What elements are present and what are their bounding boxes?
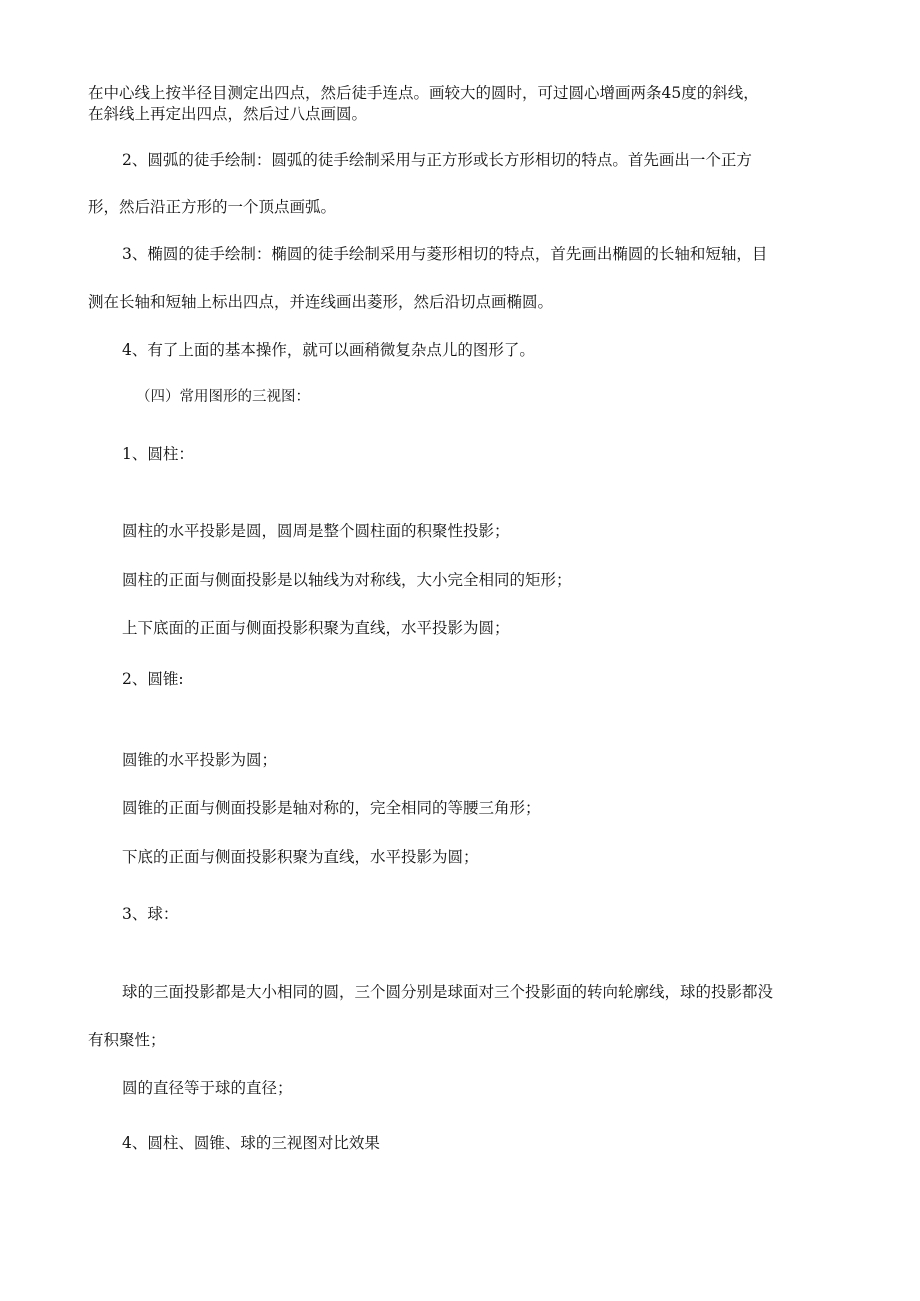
paragraph-line: 上下底面的正面与侧面投影积聚为直线，水平投影为圆； (122, 619, 510, 637)
paragraph-line: 圆的直径等于球的直径； (122, 1079, 293, 1097)
paragraph-line: 圆柱的水平投影是圆，圆周是整个圆柱面的积聚性投影； (122, 522, 510, 540)
paragraph-line: 球的三面投影都是大小相同的圆，三个圆分别是球面对三个投影面的转向轮廓线，球的投影都没 (122, 983, 774, 1001)
paragraph-line: 下底的正面与侧面投影积聚为直线，水平投影为圆； (122, 848, 479, 866)
paragraph-line: 圆锥的水平投影为圆； (122, 751, 278, 769)
item-heading: 1、圆柱： (122, 445, 194, 463)
item-heading: 2、圆锥: (122, 670, 184, 688)
paragraph-line: 测在长轴和短轴上标出四点，并连线画出菱形，然后沿切点画椭圆。 (88, 293, 554, 311)
paragraph-line: 圆柱的正面与侧面投影是以轴线为对称线，大小完全相同的矩形； (122, 571, 572, 589)
paragraph-line: 3、椭圆的徒手绘制：椭圆的徒手绘制采用与菱形相切的特点，首先画出椭圆的长轴和短轴，目 (122, 245, 768, 263)
paragraph-line: 形，然后沿正方形的一个顶点画弧。 (88, 198, 337, 216)
paragraph-line: 圆锥的正面与侧面投影是轴对称的，完全相同的等腰三角形； (122, 799, 541, 817)
paragraph-line: 有积聚性； (88, 1031, 166, 1049)
item-heading: 3、球： (122, 905, 179, 923)
paragraph-line: 2、圆弧的徒手绘制：圆弧的徒手绘制采用与正方形或长方形相切的特点。首先画出一个正方 (122, 151, 752, 169)
paragraph-line: 在中心线上按半径目测定出四点，然后徒手连点。画较大的圆时，可过圆心增画两条45度的斜线， (88, 84, 759, 102)
paragraph-line: 4、有了上面的基本操作，就可以画稍微复杂点儿的图形了。 (122, 341, 535, 359)
item-heading: 4、圆柱、圆锥、球的三视图对比效果 (122, 1134, 380, 1152)
section-heading: （四）常用图形的三视图： (136, 389, 310, 405)
paragraph-line: 在斜线上再定出四点，然后过八点画圆。 (88, 105, 368, 123)
